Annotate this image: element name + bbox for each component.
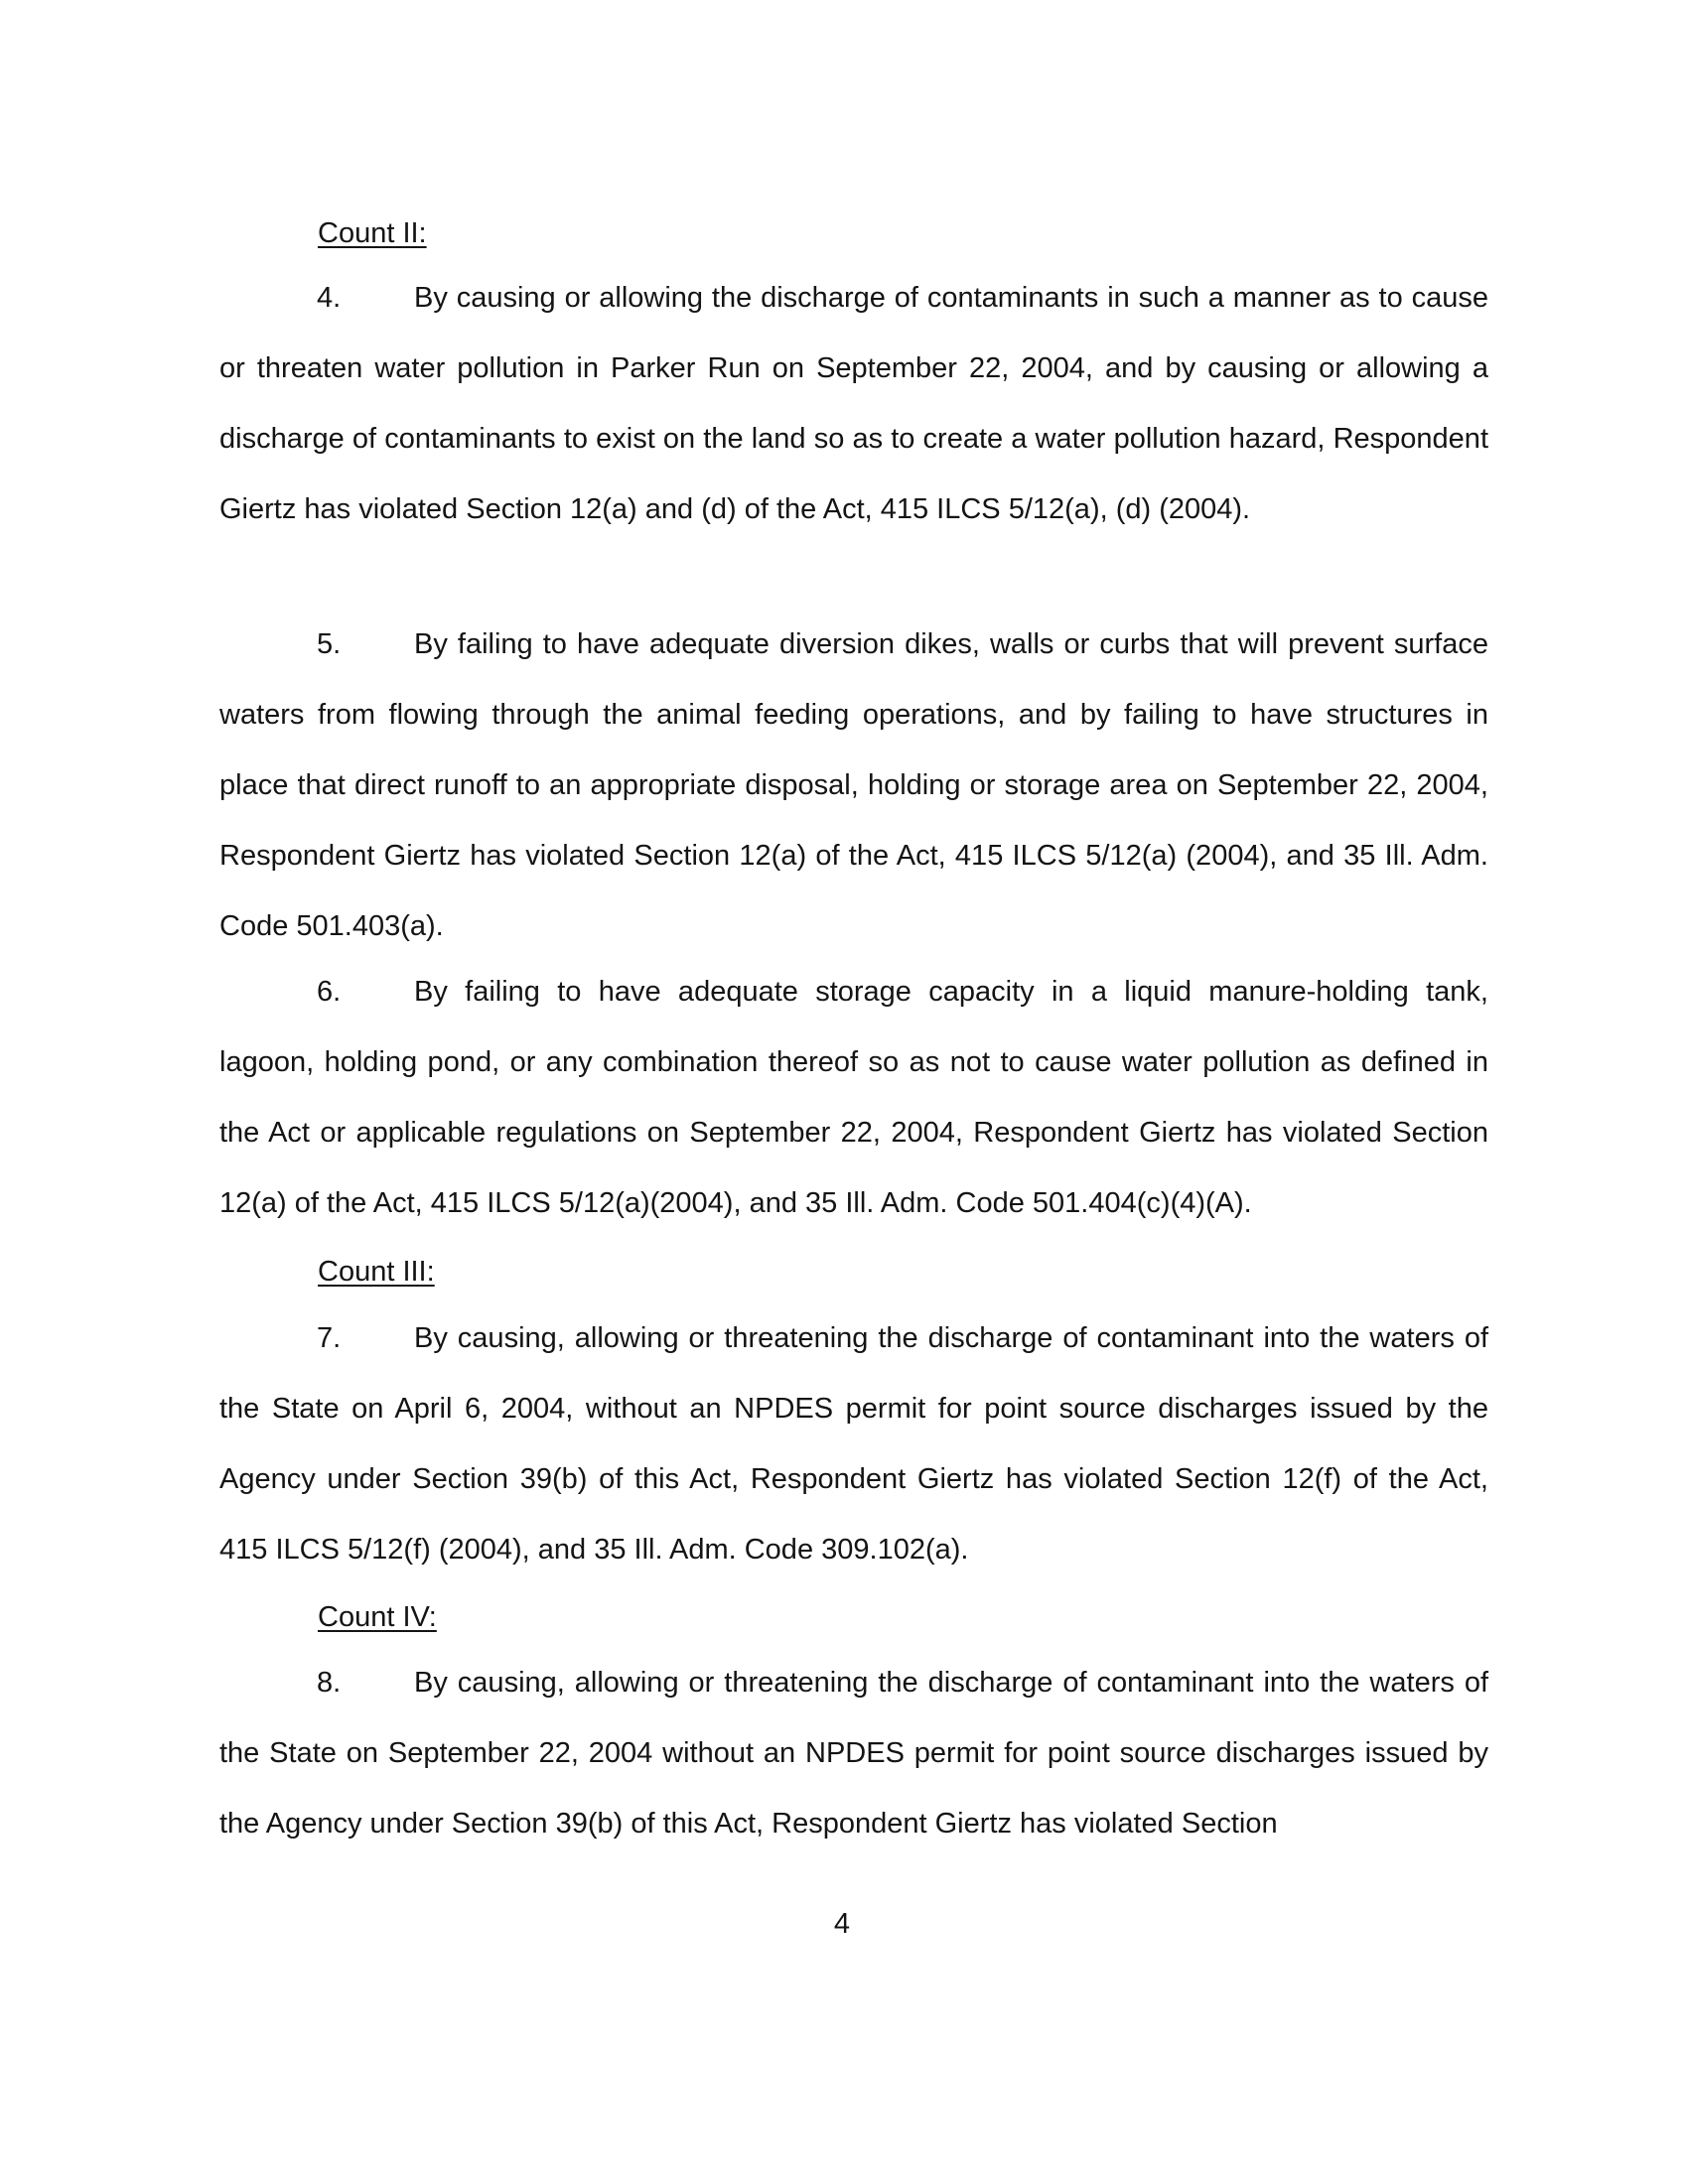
paragraph-4 [219, 263, 1488, 545]
paragraph-text: By causing or allowing the discharge of contaminants in such a manner as to cause or threaten water pollution in Parker Run on September 22, 2004, and by causing or allowing a discharge of contaminants to exist on the land so as to create a water pollution hazard, Respondent Giertz has violated Section 12(a) and (d) of the Act, 415 ILCS 5/12(a), (d) (2004). [219, 282, 1488, 525]
paragraph-number: 4. [317, 282, 342, 314]
paragraph-text: By causing, allowing or threatening the discharge of contaminant into the waters of the State on September 22, 2004 without an NPDES permit for point source discharges issued by the Agency under Section 39(b) of this Act, Respondent Giertz has violated Section [219, 1667, 1488, 1840]
paragraph-number: 7. [317, 1322, 342, 1354]
paragraph-5 [219, 610, 1488, 962]
paragraph-7 [219, 1303, 1488, 1585]
paragraph-text: By failing to have adequate diversion dikes, walls or curbs that will prevent surface waters from flowing through the animal feeding operations, and by failing to have structures in place that direct runoff to an appropriate disposal, holding or storage area on September 22, 2004, Respondent Giertz has violated Section 12(a) of the Act, 415 ILCS 5/12(a) (2004), and 35 Ill. Adm. Code 501.403(a). [219, 628, 1488, 942]
section-heading-count-ii: Count II: [318, 217, 427, 249]
paragraph-number: 8. [317, 1667, 342, 1699]
section-heading-count-iii: Count III: [318, 1256, 435, 1288]
paragraph-text: By failing to have adequate storage capacity in a liquid manure-holding tank, lagoon, holding pond, or any combination thereof so as not to cause water pollution as defined in the Act or applicable regulations on September 22, 2004, Respondent Giertz has violated Section 12(a) of the Act, 415 ILCS 5/12(a)(2004), and 35 Ill. Adm. Code 501.404(c)(4)(A). [219, 976, 1488, 1219]
paragraph-text: By causing, allowing or threatening the discharge of contaminant into the waters of the State on April 6, 2004, without an NPDES permit for point source discharges issued by the Agency under Section 39(b) of this Act, Respondent Giertz has violated Section 12(f) of the Act, 415 ILCS 5/12(f) (2004), and 35 Ill. Adm. Code 309.102(a). [219, 1322, 1488, 1566]
section-heading-count-iv: Count IV: [318, 1601, 437, 1633]
paragraph-8 [219, 1648, 1488, 1859]
page-number: 4 [833, 1908, 851, 1940]
paragraph-number: 6. [317, 976, 342, 1008]
paragraph-6 [219, 957, 1488, 1239]
paragraph-number: 5. [317, 628, 342, 660]
